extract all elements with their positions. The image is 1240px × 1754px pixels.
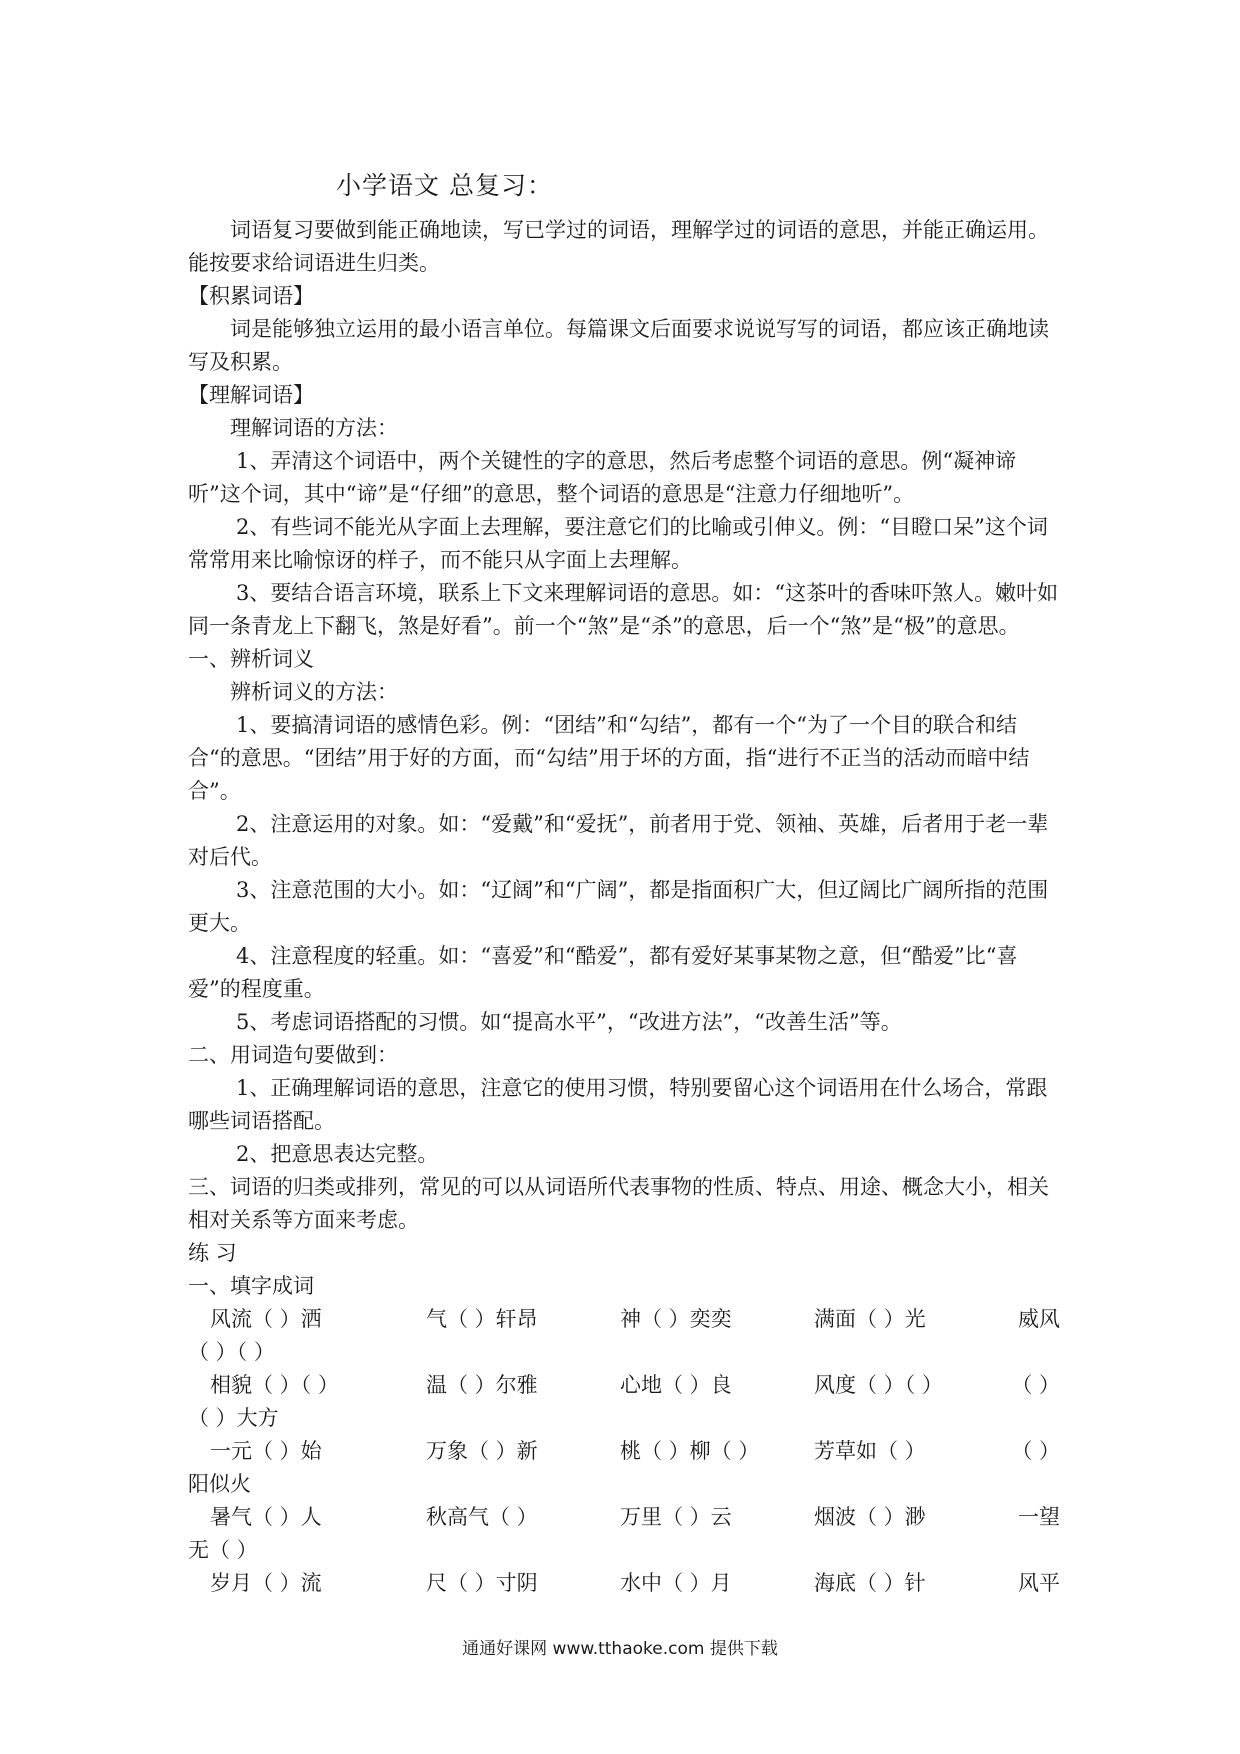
section-heading-distinguish: 一、辨析词义 [188, 647, 314, 671]
fill-item: （ ） [1011, 1373, 1060, 1397]
fill-item: 海底（ ）针 [814, 1571, 926, 1595]
classify-paragraph: 三、词语的归类或排列，常见的可以从词语所代表事物的性质、特点、用途、概念大小，相关相对关系等方面来考虑。 [188, 1175, 1049, 1232]
document-body [188, 214, 1060, 1600]
fill-row-4 [188, 1501, 1060, 1567]
fill-item: 一元（ ）始 [210, 1439, 322, 1463]
distinguish-item-3: 3、注意范围的大小。如：“辽阔”和“广阔”，都是指面积广大，但辽阔比广阔所指的范围更大。 [188, 878, 1049, 935]
fill-item: 岁月（ ）流 [210, 1571, 322, 1595]
fill-row-3 [188, 1435, 1060, 1501]
accumulate-paragraph: 词是能够独立运用的最小语言单位。每篇课文后面要求说说写写的词语，都应该正确地读写及积累。 [188, 317, 1049, 374]
fill-row-1 [188, 1303, 1060, 1369]
understand-item-3: 3、要结合语言环境，联系上下文来理解词语的意思。如：“这茶叶的香味吓煞人。嫩叶如同一条青龙上下翻飞，煞是好看”。前一个“煞”是“杀”的意思，后一个“煞”是“极”的意思。 [188, 581, 1059, 638]
fill-item: 一望 [1018, 1505, 1060, 1529]
fill-item: 温（ ）尔雅 [426, 1373, 538, 1397]
fill-item: 桃（ ）柳（ ） [620, 1439, 760, 1463]
understand-item-2: 2、有些词不能光从字面上去理解，要注意它们的比喻或引伸义。例：“目瞪口呆”这个词常常用来比喻惊讶的样子，而不能只从字面上去理解。 [188, 515, 1048, 572]
section-heading-sentence: 二、用词造句要做到： [188, 1043, 398, 1067]
fill-item: 秋高气（ ） [426, 1505, 538, 1529]
understand-method: 理解词语的方法： [230, 416, 398, 440]
sentence-item-1: 1、正确理解词语的意思，注意它的使用习惯，特别要留心这个词语用在什么场合，常跟哪些词语搭配。 [188, 1076, 1048, 1133]
fill-item: 烟波（ ）渺 [814, 1505, 926, 1529]
fill-item: 风平 [1018, 1571, 1060, 1595]
fill-row-2 [188, 1369, 1060, 1435]
understand-item-1: 1、弄清这个词语中，两个关键性的字的意思，然后考虑整个词语的意思。例“凝神谛听”这个词，其中“谛”是“仔细”的意思，整个词语的意思是“注意力仔细地听”。 [188, 449, 1017, 506]
fill-item: 万里（ ）云 [620, 1505, 732, 1529]
fill-item: 神（ ）奕奕 [620, 1307, 732, 1331]
page-footer: 通通好课网 www.tthaoke.com 提供下载 [462, 1639, 778, 1659]
fill-item: 水中（ ）月 [620, 1571, 732, 1595]
distinguish-item-4: 4、注意程度的轻重。如：“喜爱”和“酷爱”，都有爱好某事某物之意，但“酷爱”比“喜爱”的程度重。 [188, 944, 1018, 1001]
intro-paragraph: 词语复习要做到能正确地读，写已学过的词语，理解学过的词语的意思，并能正确运用。能按要求给词语进生归类。 [188, 218, 1049, 275]
fill-item: 暑气（ ）人 [210, 1505, 322, 1529]
fill-item: 风度（ ）（ ） [814, 1373, 943, 1397]
fill-item: 相貌（ ）（ ） [210, 1373, 339, 1397]
fill-item: 风流（ ）洒 [210, 1307, 322, 1331]
distinguish-item-1: 1、要搞清词语的感情色彩。例：“团结”和“勾结”，都有一个“为了一个目的联合和结合“的意思。“团结”用于好的方面，而“勾结”用于坏的方面，指“进行不正当的活动而暗中结合”。 [188, 713, 1030, 803]
practice-heading: 练 习 [188, 1241, 237, 1265]
page-title: 小学语文 总复习： [336, 171, 553, 200]
fill-item-continuation: （ ）（ ） [188, 1340, 275, 1364]
fill-item: 满面（ ）光 [814, 1307, 926, 1331]
distinguish-method: 辨析词义的方法： [230, 680, 398, 704]
fill-item-continuation: 阳似火 [188, 1472, 251, 1496]
fill-item: 气（ ）轩昂 [426, 1307, 538, 1331]
fill-row-5 [188, 1567, 1060, 1600]
fill-item-continuation: 无（ ） [188, 1538, 258, 1562]
section-heading-understand: 【理解词语】 [188, 383, 314, 407]
sentence-item-2: 2、把意思表达完整。 [236, 1142, 439, 1166]
fill-item: 万象（ ）新 [426, 1439, 538, 1463]
section-heading-accumulate: 【积累词语】 [188, 284, 314, 308]
fill-item-continuation: （ ）大方 [188, 1406, 279, 1430]
fill-item: 芳草如（ ） [814, 1439, 926, 1463]
distinguish-item-5: 5、考虑词语搭配的习惯。如“提高水平”，“改进方法”，“改善生活”等。 [236, 1010, 902, 1034]
fill-item: 威风 [1018, 1307, 1060, 1331]
fill-item: 尺（ ）寸阴 [426, 1571, 538, 1595]
fill-item: （ ） [1011, 1439, 1060, 1463]
distinguish-item-2: 2、注意运用的对象。如：“爱戴”和“爱抚”，前者用于党、领袖、英雄，后者用于老一辈对后代。 [188, 812, 1049, 869]
fill-item: 心地（ ）良 [620, 1373, 732, 1397]
practice-subheading: 一、填字成词 [188, 1274, 314, 1298]
